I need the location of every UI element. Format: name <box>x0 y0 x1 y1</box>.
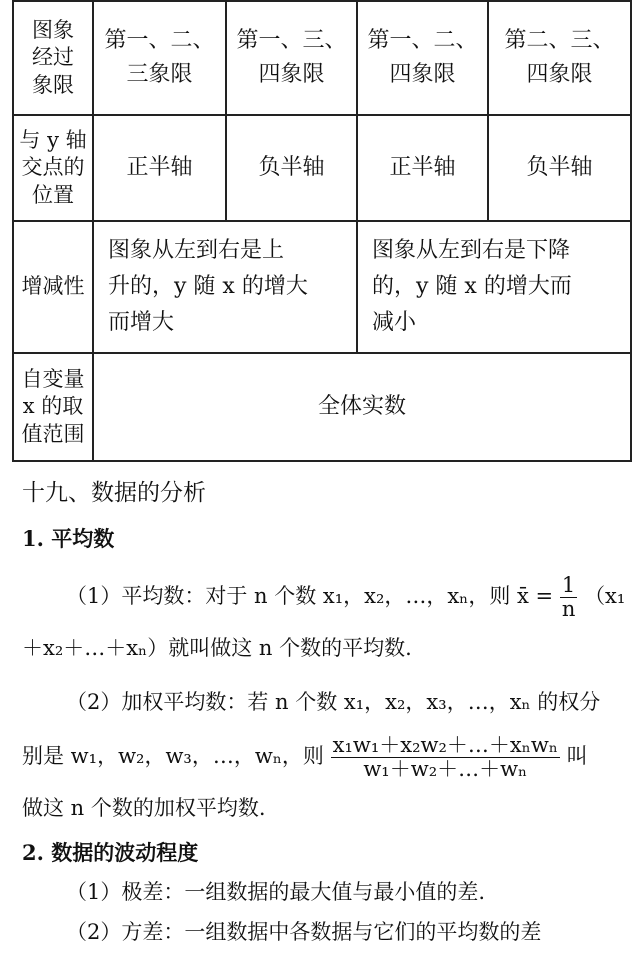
fraction-denominator: w₁＋w₂＋…＋wₙ <box>363 757 528 782</box>
weighted-mean-definition: （2）加权平均数：若 n 个数 x₁，x₂，x₃，…，xₙ 的权分 <box>66 690 601 714</box>
section-title: 十九、数据的分析 <box>22 480 206 506</box>
table-cell: 第一、二、 四象限 <box>357 1 488 115</box>
row-header-domain: 自变量 x 的取 值范围 <box>13 353 93 461</box>
table-row <box>13 353 631 461</box>
table-cell: 正半轴 <box>93 115 226 221</box>
mean-definition <box>66 574 625 621</box>
weighted-fraction <box>331 734 560 781</box>
table-cell: 正半轴 <box>357 115 488 221</box>
mean-text: （x₁ <box>584 584 626 609</box>
subsection-heading: 2. 数据的波动程度 <box>22 840 199 865</box>
mean-text: （1）平均数：对于 n 个数 x₁，x₂，…，xₙ，则 x̄ = <box>66 584 554 609</box>
row-header-y-intercept: 与 y 轴 交点的 位置 <box>13 115 93 221</box>
weighted-mean-definition-end: 做这 n 个数的加权平均数. <box>22 796 266 820</box>
weighted-mean-definition-cont <box>22 734 588 781</box>
row-header-quadrants: 图象 经过 象限 <box>13 1 93 115</box>
table-cell: 第二、三、 四象限 <box>488 1 631 115</box>
table-cell: 第一、三、 四象限 <box>226 1 357 115</box>
variance-definition: （2）方差：一组数据中各数据与它们的平均数的差 <box>66 920 542 944</box>
function-properties-table <box>12 0 632 462</box>
mean-definition-cont: ＋x₂＋…＋xₙ）就叫做这 n 个数的平均数. <box>22 636 412 660</box>
fraction-denominator: n <box>561 597 576 622</box>
table-row <box>13 115 631 221</box>
table-cell: 图象从左到右是上 升的，y 随 x 的增大 而增大 <box>93 221 357 353</box>
table-cell: 全体实数 <box>93 353 631 461</box>
mean-fraction <box>560 574 578 621</box>
subsection-heading: 1. 平均数 <box>22 526 115 551</box>
weighted-text: 叫 <box>566 744 588 769</box>
table-row <box>13 1 631 115</box>
fraction-numerator: 1 <box>560 574 578 598</box>
table-cell: 第一、二、 三象限 <box>93 1 226 115</box>
fraction-numerator: x₁w₁＋x₂w₂＋…＋xₙwₙ <box>332 733 558 757</box>
weighted-text: 别是 w₁，w₂，w₃，…，wₙ，则 <box>22 744 324 769</box>
table-cell: 图象从左到右是下降 的，y 随 x 的增大而 减小 <box>357 221 631 353</box>
table-cell: 负半轴 <box>488 115 631 221</box>
table-row <box>13 221 631 353</box>
range-definition: （1）极差：一组数据的最大值与最小值的差. <box>66 880 486 904</box>
row-header-monotonicity: 增减性 <box>13 221 93 353</box>
table-cell: 负半轴 <box>226 115 357 221</box>
